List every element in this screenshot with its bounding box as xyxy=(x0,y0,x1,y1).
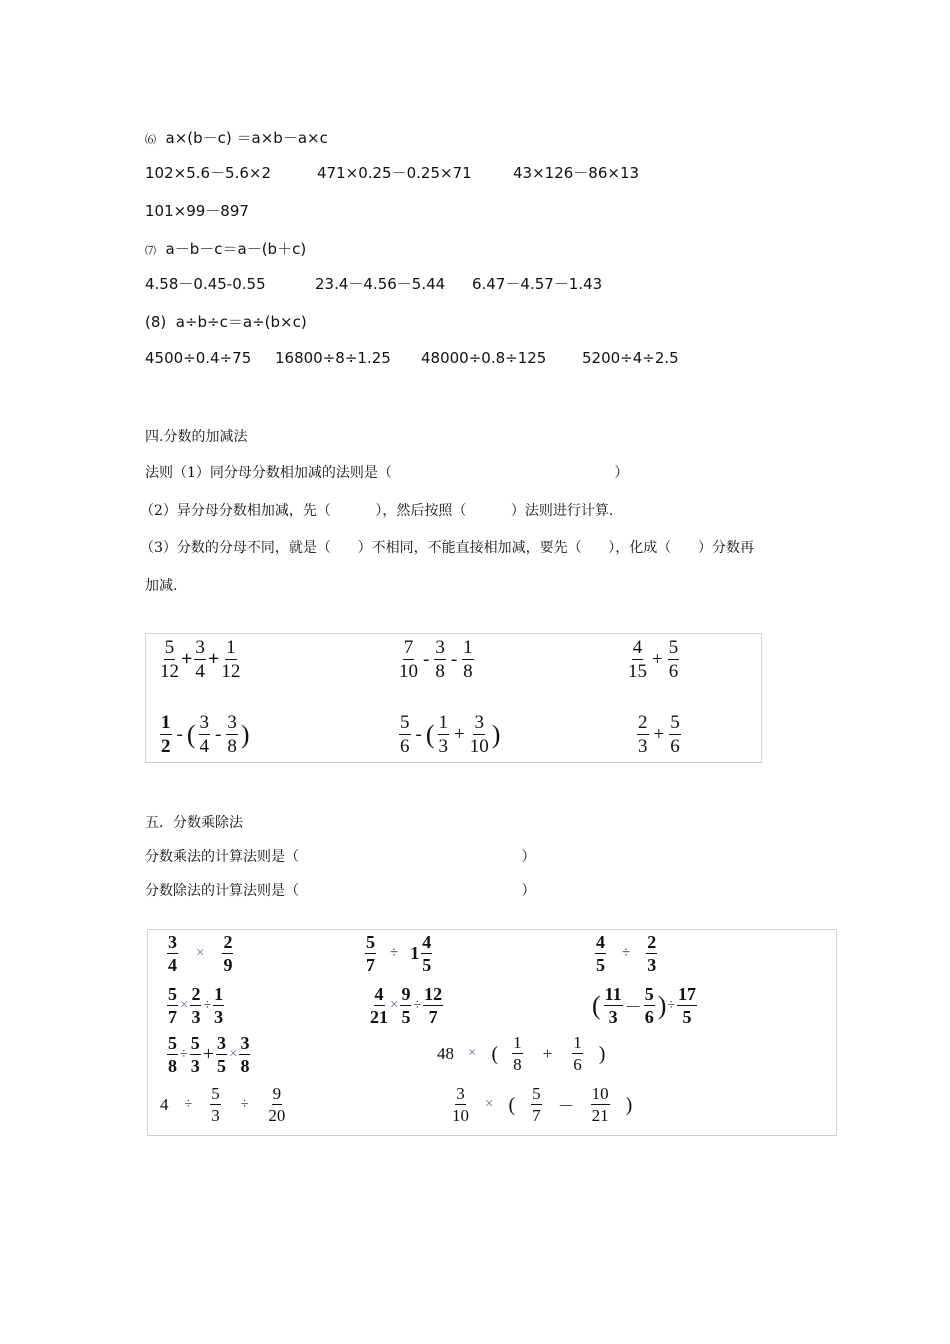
numerator: 1 xyxy=(438,712,448,733)
operator: 1 xyxy=(410,943,420,963)
exercise: 48000÷0.8÷125 xyxy=(421,349,547,367)
numerator: 2 xyxy=(647,932,657,952)
fraction xyxy=(167,1034,178,1075)
fraction xyxy=(365,933,376,974)
denominator: 10 xyxy=(469,736,489,757)
operator: ÷ xyxy=(413,997,422,1013)
operator: - xyxy=(215,723,222,745)
operator: 48 xyxy=(437,1043,454,1063)
denominator: 21 xyxy=(370,1007,388,1027)
operator: ÷ xyxy=(180,1046,188,1062)
operator: + xyxy=(207,648,220,670)
denominator: 6 xyxy=(573,1055,582,1074)
operator: ÷ xyxy=(203,997,212,1013)
denominator: 6 xyxy=(644,1007,654,1027)
rule-6-formula: a×(b－c) ＝a×b－a×c xyxy=(165,129,328,147)
fraction xyxy=(216,1034,227,1075)
numerator: 3 xyxy=(199,712,209,733)
fraction xyxy=(421,933,432,974)
denominator: 6 xyxy=(400,736,410,757)
operator: ÷ xyxy=(622,945,631,961)
fraction xyxy=(213,985,224,1026)
denominator: 7 xyxy=(532,1106,541,1125)
fraction xyxy=(190,985,201,1026)
denominator: 12 xyxy=(160,661,179,682)
denominator: 6 xyxy=(670,736,680,757)
denominator: 10 xyxy=(452,1106,469,1125)
operator: - xyxy=(176,723,183,745)
problem xyxy=(165,933,235,974)
exercise: 101×99－897 xyxy=(145,202,249,220)
numerator: 5 xyxy=(211,1084,220,1103)
denominator: 2 xyxy=(161,736,171,757)
rule-7-number: ⑺ xyxy=(145,244,156,257)
denominator: 8 xyxy=(168,1056,177,1076)
operator: ) xyxy=(625,1093,633,1116)
problem xyxy=(165,985,226,1026)
fraction xyxy=(399,638,418,681)
denominator: 8 xyxy=(435,661,445,682)
fraction xyxy=(167,933,178,974)
operator: 4 xyxy=(160,1094,169,1114)
fraction xyxy=(222,933,233,974)
fraction xyxy=(226,713,238,756)
numerator: 4 xyxy=(632,637,643,658)
fraction xyxy=(462,638,474,681)
operator: ( xyxy=(592,990,601,1020)
numerator: 5 xyxy=(670,712,680,733)
exercise: 471×0.25－0.25×71 xyxy=(317,164,472,182)
denominator: 9 xyxy=(223,955,233,975)
numerator: 2 xyxy=(223,932,233,952)
operator: - xyxy=(423,648,430,670)
problem xyxy=(626,638,681,681)
numerator: 1 xyxy=(226,637,236,658)
problem xyxy=(397,638,476,681)
rule-7-formula: a－b－c＝a－(b＋c) xyxy=(165,240,307,258)
operator: + xyxy=(652,648,663,670)
rule-6-heading xyxy=(145,127,328,148)
denominator: 12 xyxy=(221,661,241,682)
fraction xyxy=(399,713,411,756)
numerator: 1 xyxy=(463,637,473,658)
fraction xyxy=(160,713,172,756)
denominator: 6 xyxy=(668,661,679,682)
operator: ( xyxy=(186,719,196,749)
numerator: 2 xyxy=(638,712,648,733)
denominator: 21 xyxy=(591,1106,609,1125)
denominator: 8 xyxy=(513,1055,522,1074)
denominator: 7 xyxy=(168,1007,177,1027)
fraction xyxy=(628,638,647,681)
numerator: 1 xyxy=(214,984,224,1004)
numerator: 3 xyxy=(456,1084,465,1103)
fraction xyxy=(512,1034,523,1073)
rule-8-heading: (8) a÷b÷c＝a÷(b×c) xyxy=(145,313,307,331)
numerator: 3 xyxy=(227,712,237,733)
operator: + xyxy=(202,1043,214,1065)
numerator: 1 xyxy=(573,1033,582,1052)
problem xyxy=(591,985,699,1026)
numerator: 1 xyxy=(513,1033,522,1052)
numerator: 3 xyxy=(216,1033,226,1053)
numerator: 9 xyxy=(401,984,411,1004)
denominator: 8 xyxy=(240,1056,250,1076)
fraction xyxy=(423,985,443,1026)
rule-text: 加减. xyxy=(145,578,178,594)
operator: × xyxy=(180,997,189,1013)
numerator: 1 xyxy=(161,712,171,733)
denominator: 3 xyxy=(438,736,448,757)
operator: － xyxy=(557,1097,575,1116)
exercise: 16800÷8÷1.25 xyxy=(275,349,391,367)
fraction xyxy=(452,1085,469,1124)
numerator: 9 xyxy=(272,1084,282,1103)
denominator: 5 xyxy=(422,955,432,975)
fraction xyxy=(646,933,657,974)
denominator: 3 xyxy=(214,1007,224,1027)
problem xyxy=(397,713,501,756)
denominator: 3 xyxy=(211,1106,220,1125)
numerator: 5 xyxy=(366,932,375,952)
denominator: 4 xyxy=(168,955,177,975)
exercise: 102×5.6－5.6×2 xyxy=(145,164,272,182)
rule-7-heading xyxy=(145,238,306,259)
fraction xyxy=(199,713,211,756)
operator: - xyxy=(450,648,458,670)
denominator: 10 xyxy=(399,661,418,682)
operator: ÷ xyxy=(667,997,676,1013)
operator: ÷ xyxy=(240,1096,249,1112)
problem xyxy=(363,933,434,974)
problem xyxy=(160,1085,287,1124)
section-4-title: 四.分数的加减法 xyxy=(145,429,248,445)
numerator: 5 xyxy=(168,984,177,1004)
operator: × xyxy=(390,997,399,1013)
numerator: 11 xyxy=(604,984,622,1004)
operator: ( xyxy=(508,1093,516,1116)
fraction xyxy=(370,985,388,1026)
denominator: 5 xyxy=(401,1007,411,1027)
fraction xyxy=(595,933,606,974)
denominator: 7 xyxy=(366,955,375,975)
numerator: 17 xyxy=(678,984,697,1004)
denominator: 3 xyxy=(638,736,648,757)
operator: ) xyxy=(657,990,667,1020)
fraction xyxy=(400,985,411,1026)
rule-text: 分数除法的计算法则是（ ） xyxy=(145,883,536,899)
fraction xyxy=(190,1034,201,1075)
operator: ( xyxy=(425,719,435,749)
operator: × xyxy=(468,1045,477,1061)
fraction xyxy=(434,638,446,681)
denominator: 3 xyxy=(190,1056,200,1076)
exercise: 4500÷0.4÷75 xyxy=(145,349,252,367)
operator: ) xyxy=(240,719,250,749)
fraction xyxy=(470,713,489,756)
fraction xyxy=(604,985,623,1026)
denominator: 4 xyxy=(199,736,209,757)
exercise: 23.4－4.56－5.44 xyxy=(315,275,446,293)
exercise: 5200÷4÷2.5 xyxy=(582,349,679,367)
problem xyxy=(158,638,242,681)
operator: + xyxy=(542,1043,553,1063)
operator: × xyxy=(228,1046,238,1062)
fraction xyxy=(677,985,697,1026)
problem xyxy=(165,1034,252,1075)
numerator: 3 xyxy=(195,637,205,658)
problem xyxy=(635,713,683,756)
numerator: 3 xyxy=(240,1033,250,1053)
fraction xyxy=(668,638,680,681)
exercise: 6.47－4.57－1.43 xyxy=(472,275,603,293)
denominator: 15 xyxy=(628,661,647,682)
numerator: 4 xyxy=(596,932,605,952)
operator: ÷ xyxy=(390,945,399,961)
operator: + xyxy=(181,648,193,670)
fraction xyxy=(669,713,681,756)
fraction xyxy=(637,713,649,756)
numerator: 3 xyxy=(168,932,177,952)
exercise: 43×126－86×13 xyxy=(513,164,640,182)
denominator: 3 xyxy=(608,1007,618,1027)
rule-text: 分数乘法的计算法则是（ ） xyxy=(145,849,536,865)
numerator: 5 xyxy=(644,984,654,1004)
denominator: 5 xyxy=(682,1007,692,1027)
problem xyxy=(158,713,251,756)
numerator: 4 xyxy=(422,932,432,952)
exercise: 4.58－0.45-0.55 xyxy=(145,275,266,293)
numerator: 4 xyxy=(374,984,384,1004)
operator: ) xyxy=(491,719,501,749)
numerator: 5 xyxy=(168,1033,177,1053)
fraction xyxy=(438,713,450,756)
fraction xyxy=(572,1034,583,1073)
fraction xyxy=(167,985,178,1026)
denominator: 3 xyxy=(647,955,657,975)
numerator: 5 xyxy=(164,637,175,658)
fraction xyxy=(531,1085,542,1124)
numerator: 2 xyxy=(191,984,201,1004)
denominator: 5 xyxy=(596,955,605,975)
operator: × xyxy=(485,1096,494,1112)
denominator: 20 xyxy=(268,1106,286,1125)
fraction xyxy=(160,638,179,681)
denominator: 4 xyxy=(195,661,205,682)
operator: + xyxy=(454,723,465,745)
numerator: 5 xyxy=(400,712,410,733)
denominator: 8 xyxy=(227,736,237,757)
numerator: 10 xyxy=(591,1084,609,1103)
rule-text: （2）异分母分数相加减，先（ ），然后按照（ ）法则进行计算. xyxy=(140,503,614,519)
operator: ( xyxy=(491,1042,499,1065)
problem xyxy=(368,985,445,1026)
section-5-title: 五．分数乘除法 xyxy=(145,815,243,831)
rule-text: （3）分数的分母不同，就是（ ）不相同，不能直接相加减，要先（ ），化成（ ）分数再 xyxy=(140,540,755,556)
fraction xyxy=(268,1085,285,1124)
fraction xyxy=(239,1034,250,1075)
numerator: 7 xyxy=(403,637,414,658)
numerator: 5 xyxy=(668,637,679,658)
denominator: 3 xyxy=(191,1007,201,1027)
problem xyxy=(450,1085,633,1124)
numerator: 3 xyxy=(474,712,484,733)
numerator: 3 xyxy=(435,637,445,658)
fraction xyxy=(591,1085,610,1124)
fraction xyxy=(194,638,206,681)
problem xyxy=(593,933,659,974)
rule-text: 法则（1）同分母分数相加减的法则是（ ） xyxy=(145,465,629,481)
fraction xyxy=(221,638,240,681)
rule-6-number: ⑹ xyxy=(145,133,156,146)
operator: ) xyxy=(598,1042,606,1065)
denominator: 7 xyxy=(428,1007,438,1027)
operator: ÷ xyxy=(184,1096,193,1112)
numerator: 12 xyxy=(424,984,443,1004)
numerator: 5 xyxy=(190,1033,200,1053)
operator: + xyxy=(653,723,665,745)
problem xyxy=(437,1034,606,1073)
operator: × xyxy=(196,945,205,961)
denominator: 5 xyxy=(216,1056,226,1076)
fraction xyxy=(644,985,655,1026)
denominator: 8 xyxy=(463,661,473,682)
operator: - xyxy=(415,723,422,745)
operator: － xyxy=(624,998,642,1017)
fraction xyxy=(210,1085,221,1124)
numerator: 5 xyxy=(532,1084,541,1103)
